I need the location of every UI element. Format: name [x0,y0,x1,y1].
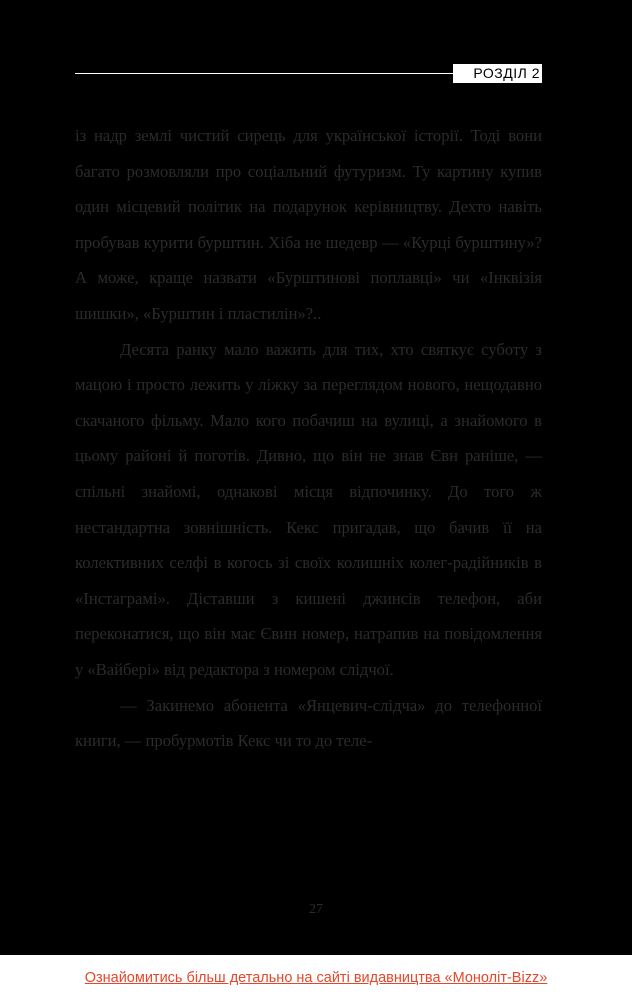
paragraph-2: Десята ранку мало важить для тих, хто святкує суботу з мацою і просто лежить у ліжку за переглядом нового, нещодавно скачаного фільму. Мало кого побачиш на вулиці, а знайомого в цьому районі й поготів. Дивно, що він не знав Євн раніше, — спільні знайомі, однакові місця відпочинку. До того ж нестандартна зовнішність. Кекс пригадав, що бачив її на колективних селфі в когось зі своїх колишніх колег-радійників в «Інстаграмі». Діставши з кишені джинсів телефон, аби переконатися, що він має Євин номер, натрапив на повідомлення у «Вайбері» від редактора з номером слідчої. [75,339,542,679]
footer-bar [0,955,632,1000]
chapter-label: РОЗДІЛ 2 [453,64,542,83]
paragraph-3: — Закинемо абонента «Янцевич-слідча» до телефонної книги, — пробурмотів Кекс чи то до теле- [75,695,542,751]
body-text [75,118,542,759]
publisher-website-link[interactable]: Ознайомитись більш детально на сайті видавництва «Моноліт-Bizz» [84,970,548,986]
paragraph-1: із надр землі чистий сирець для української історії. Тоді вони багато розмовляли про соціальний футуризм. Ту картину купив один місцевий політик на подарунок керівництву. Дехто навіть пробував курити бурштин. Хіба не шедевр — «Курці бурштину»? А може, краще назвати «Бурштинові поплавці» чи «Інквізія шишки», «Бурштин і пластилін»?.. [75,126,542,323]
header-rule [75,73,453,74]
page-number: 27 [309,902,323,917]
